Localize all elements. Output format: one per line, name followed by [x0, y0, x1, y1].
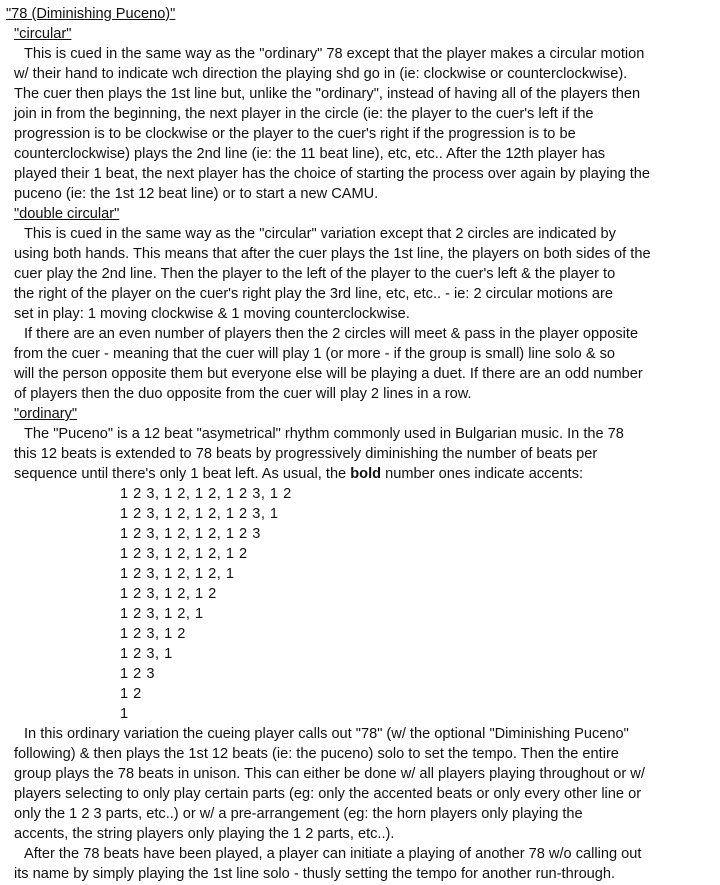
- pattern-row: 1 2 3, 1 2, 1 2, 1 2 3: [120, 526, 261, 542]
- heading-ordinary: "ordinary": [14, 406, 78, 422]
- paragraph-circular: [14, 44, 706, 204]
- text-line: accents, the string players only playing the 1 2 parts, etc..).: [14, 826, 395, 842]
- text-line: only the 1 2 3 parts, etc..) or w/ a pre-arrangement (eg: the horn players only playing the: [14, 806, 583, 822]
- text-line: The cuer then plays the 1st line but, unlike the "ordinary", instead of having all of the players then: [14, 86, 641, 102]
- text-line: from the cuer - meaning that the cuer will play 1 (or more - if the group is small) line solo & so: [14, 346, 616, 362]
- bold-word: bold: [350, 466, 382, 482]
- text-line: puceno (ie: the 1st 12 beat line) or to start a new CAMU.: [14, 186, 379, 202]
- pattern-row: 1: [120, 706, 129, 722]
- paragraph-ordinary-variation: [14, 724, 706, 844]
- text-line: played their 1 beat, the next player has the choice of starting the process over again by playing the: [14, 166, 651, 182]
- pattern-row: 1 2 3, 1 2, 1 2: [120, 586, 217, 602]
- pattern-row: 1 2 3, 1 2, 1 2, 1 2 3, 1: [120, 506, 279, 522]
- pattern-row: 1 2: [120, 686, 142, 702]
- text-line: will the person opposite them but everyone else will be playing a duet. If there are an odd number: [14, 366, 643, 382]
- text-line: following) & then plays the 1st 12 beats (ie: the puceno) solo to set the tempo. Then the entire: [14, 746, 619, 762]
- text-line: players selecting to only play certain parts (eg: only the accented beats or only every other line or: [14, 786, 642, 802]
- pattern-row: 1 2 3, 1 2, 1 2, 1: [120, 566, 235, 582]
- text-line: set in play: 1 moving clockwise & 1 moving counterclockwise.: [14, 306, 410, 322]
- document-title: "78 (Diminishing Puceno)": [6, 6, 176, 22]
- pattern-row: 1 2 3, 1: [120, 646, 173, 662]
- text-line: This is cued in the same way as the "ordinary" 78 except that the player makes a circular motion: [24, 46, 645, 62]
- text-line: the right of the player on the cuer's right play the 3rd line, etc, etc.. - ie: 2 circular motions are: [14, 286, 613, 302]
- text-line: The "Puceno" is a 12 beat "asymetrical" rhythm commonly used in Bulgarian music. In the 78: [24, 426, 624, 442]
- pattern-row: 1 2 3, 1 2: [120, 626, 186, 642]
- paragraph-ordinary-after: [14, 844, 706, 884]
- pattern-row: 1 2 3: [120, 666, 155, 682]
- text-line: This is cued in the same way as the "circular" variation except that 2 circles are indicated by: [24, 226, 616, 242]
- text-line: After the 78 beats have been played, a player can initiate a playing of another 78 w/o calling out: [24, 846, 642, 862]
- text-line: group plays the 78 beats in unison. This can either be done w/ all players playing throughout or w/: [14, 766, 645, 782]
- paragraph-double-circular-2: [14, 324, 706, 404]
- paragraph-ordinary-intro: [14, 424, 706, 484]
- text-line: this 12 beats is extended to 78 beats by progressively diminishing the number of beats per: [14, 446, 598, 462]
- pattern-row: 1 2 3, 1 2, 1 2, 1 2 3, 1 2: [120, 486, 292, 502]
- text-line: counterclockwise) plays the 2nd line (ie: the 11 beat line), etc, etc.. After the 12th player has: [14, 146, 606, 162]
- text-segment: number ones indicate accents:: [381, 466, 584, 482]
- text-segment: sequence until there's only 1 beat left. As usual, the: [14, 466, 351, 482]
- text-line: using both hands. This means that after the cuer plays the 1st line, the players on both sides of the: [14, 246, 651, 262]
- text-line: progression is to be clockwise or the player to the cuer's right if the progression is to be: [14, 126, 576, 142]
- text-line: In this ordinary variation the cueing player calls out "78" (w/ the optional "Diminishing Puceno": [24, 726, 629, 742]
- pattern-row: 1 2 3, 1 2, 1: [120, 606, 204, 622]
- text-line: If there are an even number of players then the 2 circles will meet & pass in the player opposite: [24, 326, 639, 342]
- text-line: join in from the beginning, the next player in the circle (ie: the player to the cuer's left if the: [14, 106, 594, 122]
- text-line: [14, 464, 706, 484]
- text-line: cuer play the 2nd line. Then the player to the left of the player to the cuer's left & the player to: [14, 266, 616, 282]
- heading-circular: "circular": [14, 26, 72, 42]
- pattern-row: 1 2 3, 1 2, 1 2, 1 2: [120, 546, 248, 562]
- rhythm-pattern: [120, 484, 706, 724]
- text-line: its name by simply playing the 1st line solo - thusly setting the tempo for another run-through.: [14, 866, 616, 882]
- heading-double-circular: "double circular": [14, 206, 120, 222]
- text-line: w/ their hand to indicate wch direction the playing shd go in (ie: clockwise or counterclockwise).: [14, 66, 628, 82]
- paragraph-double-circular-1: [14, 224, 706, 324]
- text-line: of players then the duo opposite from the cuer will play 2 lines in a row.: [14, 386, 472, 402]
